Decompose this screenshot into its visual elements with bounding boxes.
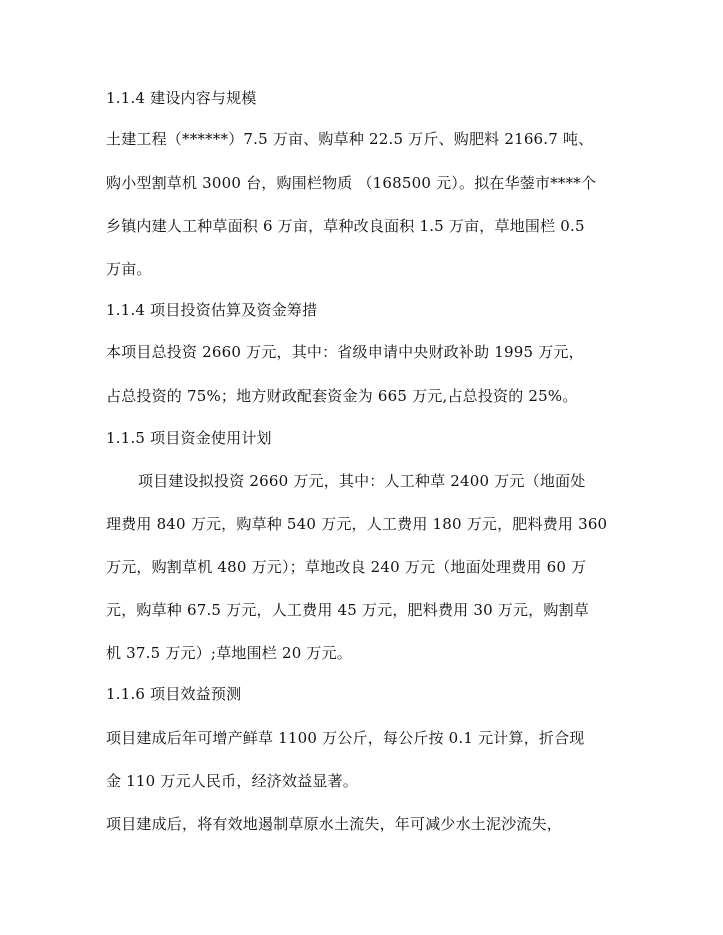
paragraph-line: 项目建成后，将有效地遏制草原水土流失，年可减少水土泥沙流失， — [106, 815, 563, 833]
paragraph-line: 本项目总投资 2660 万元，其中：省级申请中央财政补助 1995 万元， — [106, 343, 584, 361]
paragraph-line: 金 110 万元人民币，经济效益显著。 — [106, 772, 358, 790]
paragraph-line: 机 37.5 万元）;草地围栏 20 万元。 — [106, 644, 353, 662]
section-heading: 1.1.5 项目资金使用计划 — [106, 429, 272, 447]
paragraph-line: 万元，购割草机 480 万元）；草地改良 240 万元（地面处理费用 60 万 — [106, 558, 587, 576]
paragraph-line: 元，购草种 67.5 万元，人工费用 45 万元，肥料费用 30 万元，购割草 — [106, 601, 589, 619]
paragraph-line: 购小型割草机 3000 台，购围栏物质 （168500 元）。拟在华蓥市****个 — [106, 174, 597, 192]
paragraph-line: 项目建成后年可增产鲜草 1100 万公斤，每公斤按 0.1 元计算，折合现 — [106, 729, 585, 747]
paragraph-line: 万亩。 — [106, 260, 152, 278]
paragraph-line: 项目建设拟投资 2660 万元，其中：人工种草 2400 万元（地面处 — [138, 472, 586, 490]
paragraph-line: 占总投资的 75%；地方财政配套资金为 665 万元,占总投资的 25%。 — [106, 387, 578, 405]
section-heading: 1.1.6 项目效益预测 — [106, 685, 242, 703]
paragraph-line: 理费用 840 万元，购草种 540 万元，人工费用 180 万元，肥料费用 360 — [106, 515, 608, 533]
paragraph-line: 乡镇内建人工种草面积 6 万亩，草种改良面积 1.5 万亩，草地围栏 0.5 — [106, 217, 585, 235]
paragraph-line: 土建工程（******）7.5 万亩、购草种 22.5 万斤、购肥料 2166.7 吨、 — [106, 130, 594, 148]
section-heading: 1.1.4 建设内容与规模 — [106, 89, 257, 107]
section-heading: 1.1.4 项目投资估算及资金筹措 — [106, 301, 318, 319]
